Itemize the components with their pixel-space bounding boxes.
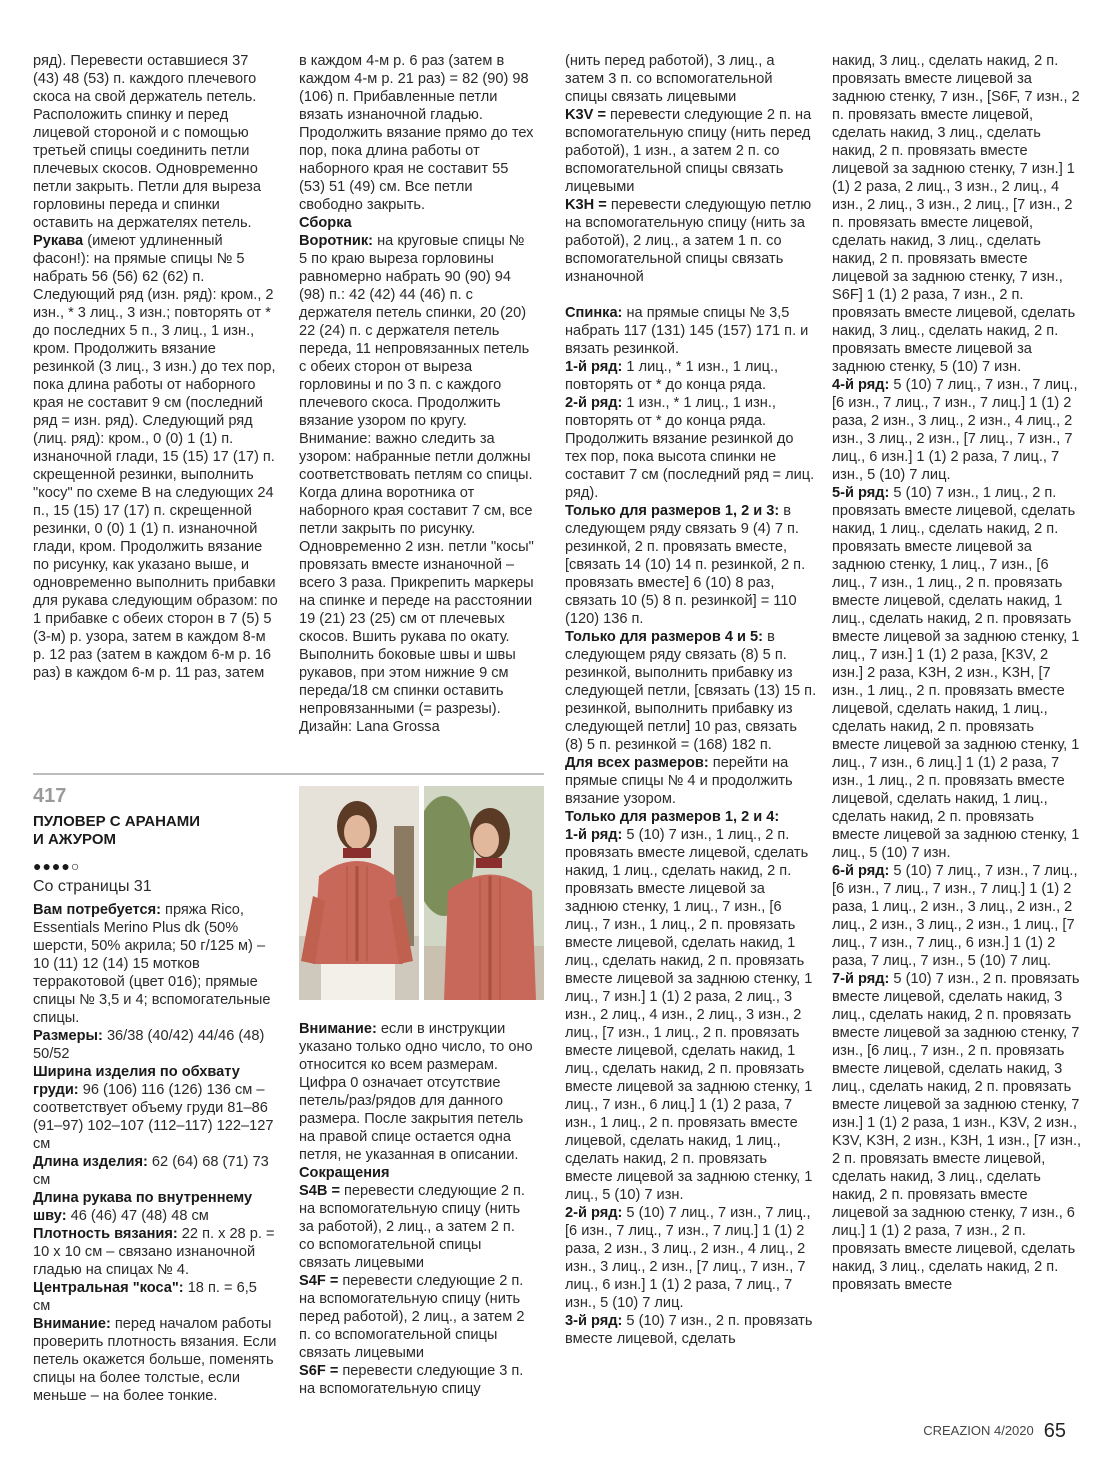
pattern-row-1-text: 5 (10) 7 изн., 1 лиц., 2 п. провязать вместе лицевой, сделать накид, 1 лиц., сделать накид, 2 п. провязать вместе лицевой за заднюю стенку, 1 лиц., 7 изн., [6 лиц., 7 изн., 1 лиц., 2 п. провязать вместе лицевой, сделать накид, 1 лиц., сделать накид, 2 п. провязать вместе лицевой за заднюю стенку, 1 лиц., 7 изн.] 1 (1) 2 раза, 2 лиц., 3 изн., 2 лиц., 4 изн., 2 лиц., 3 изн., 2 лиц., [7 изн., 1 лиц., 2 п. провязать вместе лицевой, сделать накид, 1 лиц., сделать накид, 2 п. провязать вместе лицевой за заднюю стенку, 1 лиц., 7 изн., 6 лиц.] 1 (1) 2 раза, 7 изн., 1 лиц., 2 п. провязать вместе лицевой, сделать накид, 1 лиц., сделать накид, 2 п. провязать вместе лицевой за заднюю стенку, 1 лиц., 5 (10) 7 изн. [565, 827, 813, 1203]
section-divider [33, 773, 544, 775]
spacer [565, 286, 817, 304]
sleeves-text: (имеют удлиненный фасон!): на прямые спицы № 5 набрать 56 (56) 62 (62) п. Следующий ряд (изн. ряд): кром., 2 изн., * 3 лиц., 3 изн.; повторять от * до последних 5 п., 3 лиц., 1 изн., кром. Продолжить вязание резинкой (3 лиц., 3 изн.) до тех пор, пока длина работы от наборного края не составит 9 см (последний ряд = изн. ряд). Следующий ряд (лиц. ряд): кром., 0 (0) 1 (1) п. изнаночной глади, 15 (15) 17 (17) п. скрещенной резинки, выполнить "косу" по схеме В на следующих 24 п., 15 (15) 17 (17) п. скрещенной резинки, 0 (0) 1 (1) п. изнаночной глади, кром. Продолжить вязание по рисунку, как указано выше, и одновременно выполнить прибавки для рукава следующим образом: по 1 прибавке с обеих сторон в 7 (5) 5 (3-м) р. узора, затем в каждом 8-м р. 12 раз (затем в каждом 6-м р. 16 раз) в каждом 6-м р. 11 раз, затем [33, 233, 278, 681]
s4f-text: перевести следующие 2 п. на вспомогательную спицу (нить перед работой), 2 лиц., а затем 2 п. со вспомогательной спицы связать лицевыми [299, 1273, 525, 1361]
pattern-number: 417 [33, 785, 67, 807]
col4-intro: накид, 3 лиц., сделать накид, 2 п. провязать вместе лицевой за заднюю стенку, 7 изн., [S6F, 7 изн., 2 п. провязать вместе лицевой, сделать накид, 3 лиц., сделать накид, 2 п. провязать вместе лицевой за заднюю стенку, 7 изн.] 1 (1) 2 раза, 2 лиц., 3 изн., 2 лиц., 4 изн., 2 лиц., 3 изн., 2 лиц., [7 изн., 2 п. провязать вместе лицевой, сделать накид, 3 лиц., сделать накид, 2 п. провязать вместе лицевой за заднюю стенку, 7 изн., S6F] 1 (1) 2 раза, 7 изн., 2 п. провязать вместе лицевой, сделать накид, 3 лиц., сделать накид, 2 п. провязать вместе лицевой за заднюю стенку, 5 (10) 7 изн. [832, 53, 1080, 375]
column-4 [832, 52, 1082, 1294]
attention-label: Внимание: [33, 1316, 111, 1332]
sizes-text: 36/38 (40/42) 44/46 (48) 50/52 [33, 1028, 265, 1062]
pattern-title [33, 813, 278, 849]
length-label: Длина изделия: [33, 1154, 148, 1170]
col3-intro: (нить перед работой), 3 лиц., а затем 3 п. со вспомогательной спицы связать лицевыми [565, 53, 775, 105]
cable-label: Центральная "коса": [33, 1280, 184, 1296]
s6f-text: перевести следующие 3 п. на вспомогательную спицу [299, 1363, 524, 1397]
sleeve-length-text: 46 (46) 47 (48) 48 см [66, 1208, 209, 1224]
col1-intro: ряд). Перевести оставшиеся 37 (43) 48 (53) п. каждого плечевого скоса на свой держатель петель. Расположить спинку и перед лицевой стороной и с помощью третьей спицы соединить петли плечевых скосов. Одновременно петли закрыть. Петли для выреза горловины переда и спинки оставить на держателях петель. [33, 53, 261, 231]
sizes-1-2-4-heading: Только для размеров 1, 2 и 4: [565, 809, 780, 825]
difficulty-rating: ●●●●○ [33, 858, 81, 874]
column-1 [33, 52, 278, 682]
materials-text: пряжа Rico, Essentials Merino Plus dk (50% шерсти, 50% акрила; 50 г/125 м) – 10 (11) 12 (14) 15 мотков терракотовой (цвет 016); прямые спицы № 3,5 и 4; вспомогательные спицы. [33, 902, 271, 1026]
rib-row-1-text: 1 лиц., * 1 изн., 1 лиц., повторять от * до конца ряда. [565, 359, 779, 393]
collar-paragraph [299, 232, 534, 718]
pattern-row-6-label: 6-й ряд: [832, 863, 890, 879]
s6f-label: S6F = [299, 1363, 339, 1379]
pattern-row-7-text: 5 (10) 7 изн., 2 п. провязать вместе лицевой, сделать накид, 3 лиц., сделать накид, 2 п. провязать вместе лицевой за заднюю стенку, 7 изн., [6 лиц., 7 изн., 2 п. провязать вместе лицевой, сделать накид, 3 лиц., сделать накид, 2 п. провязать вместе лицевой за заднюю стенку, 7 изн.] 1 (1) 2 раза, 1 изн., K3V, 2 изн., K3V, K3H, 2 изн., K3H, 1 изн., [7 изн., 2 п. провязать вместе лицевой, сделать накид, 3 лиц., сделать накид, 2 п. провязать вместе лицевой за заднюю стенку, 7 изн., 6 лиц.] 1 (1) 2 раза, 7 изн., 2 п. провязать вместе лицевой, сделать накид, 3 лиц., сделать накид, 2 п. провязать вместе [832, 971, 1082, 1293]
from-page: Со страницы 31 [33, 878, 152, 895]
k3h-label: K3H = [565, 197, 607, 213]
page-footer [923, 1420, 1066, 1443]
sizes-1-2-3 [565, 502, 817, 628]
pattern-row-3-label: 3-й ряд: [565, 1313, 623, 1329]
abbr-s4b [299, 1182, 534, 1272]
k3v-label: K3V = [565, 107, 606, 123]
model-illustration-1 [299, 786, 419, 1000]
pattern-row-4-text: 5 (10) 7 лиц., 7 изн., 7 лиц., [6 изн., 7 лиц., 7 изн., 7 лиц.] 1 (1) 2 раза, 2 изн., 3 лиц., 2 изн., 4 лиц., 2 изн., 3 лиц., 2 изн., [7 лиц., 7 изн., 7 лиц., 6 изн.] 1 (1) 2 раза, 7 лиц., 7 изн., 5 (10) 7 лиц. [832, 377, 1078, 483]
pattern-row-6 [832, 862, 1082, 970]
assembly-heading: Сборка [299, 215, 352, 231]
chest-label: Ширина изделия по обхвату груди: [33, 1064, 240, 1098]
abbreviations-heading: Сокращения [299, 1165, 390, 1181]
pattern-row-7-label: 7-й ряд: [832, 971, 890, 987]
sizes-4-5-label: Только для размеров 4 и 5: [565, 629, 764, 645]
pattern-row-5 [832, 484, 1082, 862]
sizes-1-2-3-text: в следующем ряду связать 9 (4) 7 п. резинкой, 2 п. провязать вместе, [связать 14 (10) 14 п. резинкой, 2 п. провязать вместе] 6 (10) 8 раз, связать 10 (5) 8 п. резинкой] = 110 (120) 136 п. [565, 503, 806, 627]
sizes-label: Размеры: [33, 1028, 103, 1044]
pattern-row-2-label: 2-й ряд: [565, 1205, 623, 1221]
sleeves-paragraph [33, 232, 278, 682]
sleeves-label: Рукава [33, 233, 84, 249]
pattern-row-2-text: 5 (10) 7 лиц., 7 изн., 7 лиц., [6 изн., 7 лиц., 7 изн., 7 лиц.] 1 (1) 2 раза, 2 изн., 3 лиц., 2 изн., 4 лиц., 2 изн., 3 лиц., 2 изн., [7 лиц., 7 изн., 7 лиц., 6 изн.] 1 (1) 2 раза, 7 лиц., 7 изн., 5 (10) 7 лиц. [565, 1205, 811, 1311]
collar-label: Воротник: [299, 233, 374, 249]
rib-row-1-label: 1-й ряд: [565, 359, 623, 375]
all-sizes [565, 754, 817, 808]
rib-row-1 [565, 358, 817, 394]
pattern-row-1-label: 1-й ряд: [565, 827, 623, 843]
sleeve-length [33, 1189, 278, 1225]
column-2-bottom [299, 1020, 534, 1398]
k3v-text: перевести следующие 2 п. на вспомогательную спицу (нить перед работой), 1 изн., а затем 2 п. со вспомогательной спицы связать лицевыми [565, 107, 812, 195]
abbr-s6f [299, 1362, 534, 1398]
sweater-photo-front [299, 786, 419, 1000]
pattern-417-info [33, 785, 278, 1405]
rib-row-2-text: 1 изн., * 1 лиц., 1 изн., повторять от * до конца ряда. Продолжить вязание резинкой до тех пор, пока высота спинки не составит 7 см (последний ряд = лиц. ряд). [565, 395, 815, 501]
pattern-row-4-label: 4-й ряд: [832, 377, 890, 393]
collar-text: на круговые спицы № 5 по краю выреза горловины равномерно набрать 90 (90) 94 (98) п.: 42 (42) 44 (46) п. с держателя петель спинки, 20 (20) 22 (24) п. с держателя петель переда, 11 непровязанных петель с обеих сторон от выреза горловины и по 3 п. с каждого плечевого скоса. Продолжить вязание узором по кругу. Внимание: важно следить за узором: набранные петли должны соответствовать петлям со спицы. Когда длина воротника от наборного края составит 7 см, все петли закрыть по рисунку. Одновременно 2 изн. петли "косы" провязать вместе изнаночной – всего 3 раза. Прикрепить маркеры на спинке и переде на расстоянии 19 (21) 23 (25) см от плечевых скосов. Вшить рукава по окату. Выполнить боковые швы и швы рукавов, при этом нижние 9 см переда/18 см спинки оставить непровязанными (= разрезы). [299, 233, 534, 717]
length-text: 62 (64) 68 (71) 73 см [33, 1154, 269, 1188]
rib-row-2-label: 2-й ряд: [565, 395, 623, 411]
col2-attention-text: если в инструкции указано только одно число, то оно относится ко всем размерам. Цифра 0 означает отсутствие петель/раз/рядов для данного размера. После закрытия петель на правой спице остается одна петля, не указанная в описании. [299, 1021, 533, 1163]
rib-row-2 [565, 394, 817, 502]
all-sizes-text: перейти на прямые спицы № 4 и продолжить вязание узором. [565, 755, 793, 807]
sizes-1-2-3-label: Только для размеров 1, 2 и 3: [565, 503, 780, 519]
attention-note [33, 1315, 278, 1405]
page-number: 65 [1043, 1420, 1066, 1442]
materials [33, 901, 278, 1027]
materials-label: Вам потребуется: [33, 902, 161, 918]
k3h-text: перевести следующую петлю на вспомогательную спицу (нить за работой), 2 лиц., а затем 1 п. со вспомогательной спицы связать изнаночной [565, 197, 812, 285]
pattern-row-3 [565, 1312, 817, 1348]
attention-text: перед началом работы проверить плотность вязания. Если петель окажется больше, поменять спицы на более толстые, если меньше – на более тонкие. [33, 1316, 277, 1404]
cable-text: 18 п. = 6,5 см [33, 1280, 257, 1314]
pattern-row-4 [832, 376, 1082, 484]
pattern-row-3-text: 5 (10) 7 изн., 2 п. провязать вместе лицевой, сделать [565, 1313, 813, 1347]
pattern-row-2 [565, 1204, 817, 1312]
back-section [565, 304, 817, 358]
gauge [33, 1225, 278, 1279]
sleeve-length-label: Длина рукава по внутреннему шву: [33, 1190, 253, 1224]
abbr-s4f [299, 1272, 534, 1362]
gauge-label: Плотность вязания: [33, 1226, 178, 1242]
s4f-label: S4F = [299, 1273, 339, 1289]
all-sizes-label: Для всех размеров: [565, 755, 709, 771]
pattern-row-5-label: 5-й ряд: [832, 485, 890, 501]
s4b-text: перевести следующие 2 п. на вспомогательную спицу (нить за работой), 2 лиц., а затем 2 п. со вспомогательной спицы связать лицевыми [299, 1183, 525, 1271]
s4b-label: S4B = [299, 1183, 340, 1199]
column-2-top [299, 52, 534, 736]
column-3 [565, 52, 817, 1348]
sweater-photo-side [424, 786, 544, 1000]
pattern-row-1 [565, 826, 817, 1204]
abbr-k3v [565, 106, 817, 196]
central-cable [33, 1279, 278, 1315]
back-label: Спинка: [565, 305, 623, 321]
model-illustration-2 [424, 786, 544, 1000]
col2-intro: в каждом 4-м р. 6 раз (затем в каждом 4-м р. 21 раз) = 82 (90) 98 (106) п. Прибавленные петли вязать изнаночной гладью. Продолжить вязание прямо до тех пор, пока длина работы от наборного края не составит 55 (53) 51 (49) см. Все петли свободно закрыть. [299, 53, 534, 213]
sizes-4-5 [565, 628, 817, 754]
magazine-issue: CREAZION 4/2020 [923, 1423, 1034, 1438]
pattern-row-6-text: 5 (10) 7 лиц., 7 изн., 7 лиц., [6 изн., 7 лиц., 7 изн., 7 лиц.] 1 (1) 2 раза, 1 лиц., 2 изн., 3 лиц., 2 изн., 2 лиц., 2 изн., 3 лиц., 2 изн., 1 лиц., [7 лиц., 7 изн., 7 лиц., 6 изн.] 1 (1) 2 раза, 7 лиц., 7 изн., 5 (10) 7 лиц. [832, 863, 1078, 969]
pattern-title-text: ПУЛОВЕР С АРАНАМИ И АЖУРОМ [33, 813, 201, 848]
abbr-k3h [565, 196, 817, 286]
chest-width [33, 1063, 278, 1153]
pattern-row-5-text: 5 (10) 7 изн., 1 лиц., 2 п. провязать вместе лицевой, сделать накид, 1 лиц., сделать накид, 2 п. провязать вместе лицевой за заднюю стенку, 1 лиц., 7 изн., [6 лиц., 7 изн., 1 лиц., 2 п. провязать вместе лицевой, сделать накид, 1 лиц., сделать накид, 2 п. провязать вместе лицевой за заднюю стенку, 1 лиц., 7 изн.] 1 (1) 2 раза, [K3V, 2 изн.] 2 раза, K3H, 2 изн., K3H, [7 изн., 1 лиц., 2 п. провязать вместе лицевой, сделать накид, 1 лиц., сделать накид, 2 п. провязать вместе лицевой за заднюю стенку, 1 лиц., 7 изн., 6 лиц.] 1 (1) 2 раза, 7 изн., 1 лиц., 2 п. провязать вместе лицевой, сделать накид, 1 лиц., сделать накид, 2 п. провязать вместе лицевой за заднюю стенку, 1 лиц., 5 (10) 7 изн. [832, 485, 1080, 861]
sizes [33, 1027, 278, 1063]
pattern-row-7 [832, 970, 1082, 1294]
chest-text: 96 (106) 116 (126) 136 см – соответствует объему груди 81–86 (91–97) 102–107 (112–117) 122–127 см [33, 1082, 274, 1152]
col2-attention [299, 1020, 534, 1164]
col2-attention-label: Внимание: [299, 1021, 377, 1037]
sizes-4-5-text: в следующем ряду связать (8) 5 п. резинкой, выполнить прибавку из следующей петли, [связать (13) 15 п. резинкой, выполнить прибавку из следующей петли] 10 раз, связать (8) 5 п. резинкой = (168) 182 п. [565, 629, 817, 753]
gauge-text: 22 п. x 28 р. = 10 x 10 см – связано изнаночной гладью на спицах № 4. [33, 1226, 275, 1278]
back-text: на прямые спицы № 3,5 набрать 117 (131) 145 (157) 171 п. и вязать резинкой. [565, 305, 809, 357]
design-credit: Дизайн: Lana Grossa [299, 719, 440, 735]
garment-length [33, 1153, 278, 1189]
